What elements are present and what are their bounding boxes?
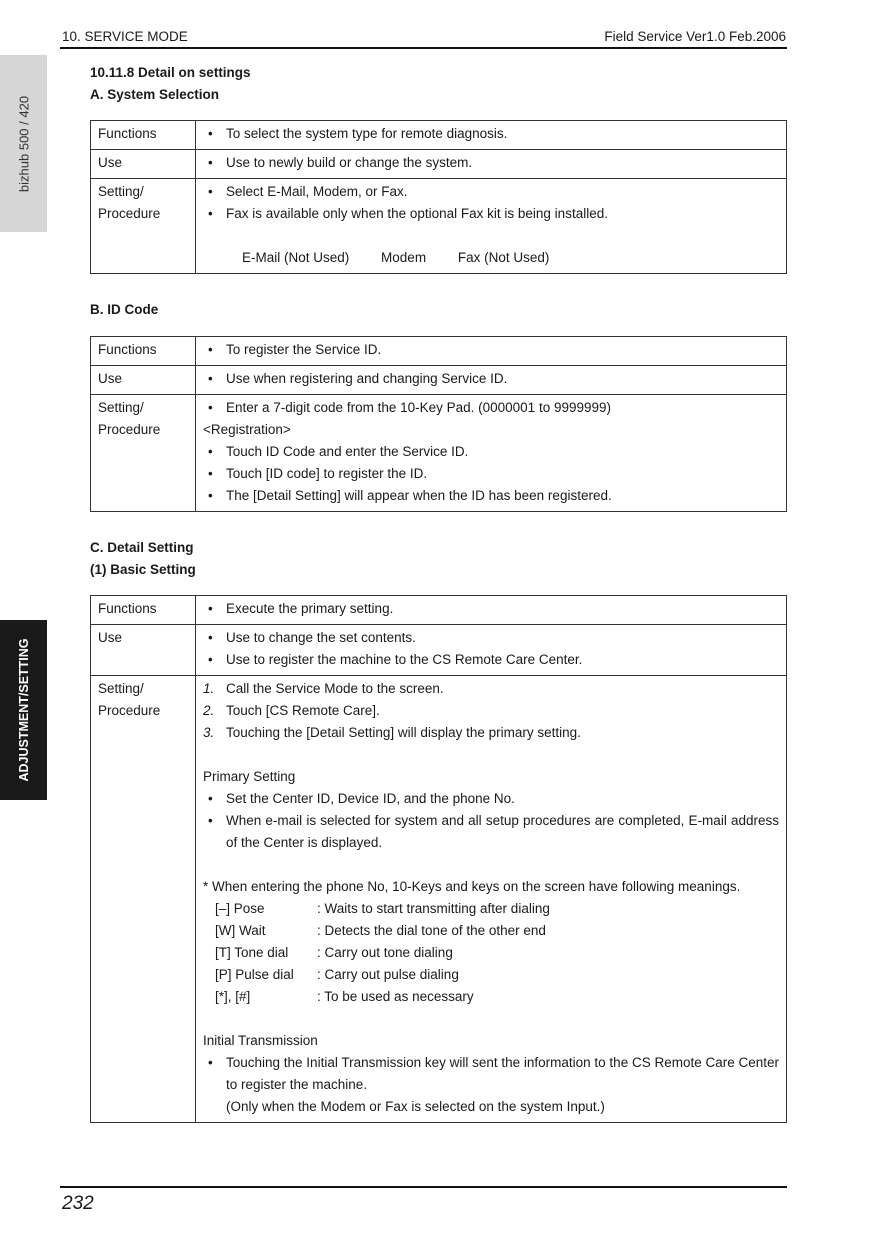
registration-label: <Registration> xyxy=(203,422,291,437)
initial-transmission-title: Initial Transmission xyxy=(203,1033,318,1048)
section-heading: 10.11.8 Detail on settings xyxy=(90,65,251,80)
functions-text: Execute the primary setting. xyxy=(226,601,394,616)
list-item: 1. Call the Service Mode to the screen. xyxy=(203,681,444,696)
id-code-heading: B. ID Code xyxy=(90,302,159,317)
bullet-icon: • xyxy=(208,791,213,806)
system-selection-table xyxy=(90,120,787,274)
table-row xyxy=(91,676,787,1123)
setting-text: Touching the Initial Transmission key will sent the information to the CS Remote Care Center to register the machine. xyxy=(226,1055,780,1092)
bullet-icon: • xyxy=(208,444,213,459)
bullet-icon: • xyxy=(208,601,213,616)
use-label: Use xyxy=(91,625,196,676)
footer-rule xyxy=(60,1186,787,1188)
bullet-icon: • xyxy=(208,813,213,828)
procedure-label: Procedure xyxy=(98,422,161,437)
list-item: [–] Pose : Waits to start transmitting after dialing xyxy=(215,901,550,916)
functions-text: To register the Service ID. xyxy=(226,342,382,357)
table-row xyxy=(91,179,787,274)
list-item: [T] Tone dial : Carry out tone dialing xyxy=(215,945,453,960)
functions-label: Functions xyxy=(91,121,196,150)
option-email: E-Mail (Not Used) xyxy=(242,250,350,265)
list-item: [W] Wait : Detects the dial tone of the other end xyxy=(215,923,546,938)
table-row xyxy=(91,150,787,179)
bullet-icon: • xyxy=(208,371,213,386)
phone-note: * When entering the phone No, 10-Keys and keys on the screen have following meanings. xyxy=(203,879,741,894)
bullet-icon: • xyxy=(208,1055,213,1070)
setting-text: Enter a 7-digit code from the 10-Key Pad. (0000001 to 9999999) xyxy=(226,400,612,415)
model-side-tab xyxy=(0,55,47,232)
setting-label: Setting/ xyxy=(98,400,144,415)
procedure-label: Procedure xyxy=(98,206,161,221)
bullet-icon: • xyxy=(208,206,213,221)
bullet-icon: • xyxy=(208,126,213,141)
use-text: Use to change the set contents. xyxy=(226,630,416,645)
use-text: Use when registering and changing Service ID. xyxy=(226,371,508,386)
bullet-icon: • xyxy=(208,155,213,170)
bullet-icon: • xyxy=(208,652,213,667)
bullet-icon: • xyxy=(208,400,213,415)
option-fax: Fax (Not Used) xyxy=(457,250,550,265)
header-section: 10. SERVICE MODE xyxy=(62,29,188,44)
setting-label: Setting/ xyxy=(98,184,144,199)
procedure-label: Procedure xyxy=(98,703,161,718)
list-item: 2. Touch [CS Remote Care]. xyxy=(203,703,380,718)
initial-transmission-note: (Only when the Modem or Fax is selected on the system Input.) xyxy=(226,1099,605,1114)
page-number: 232 xyxy=(62,1193,94,1214)
table-row xyxy=(91,366,787,395)
bullet-icon: • xyxy=(208,184,213,199)
basic-setting-table xyxy=(90,595,787,1123)
setting-text: Touch ID Code and enter the Service ID. xyxy=(226,444,469,459)
id-code-table xyxy=(90,336,787,512)
header-rule xyxy=(60,47,787,49)
chapter-label: ADJUSTMENT/SETTING xyxy=(16,638,31,782)
table-row xyxy=(91,596,787,625)
table-row xyxy=(91,625,787,676)
setting-text: Select E-Mail, Modem, or Fax. xyxy=(226,184,408,199)
detail-setting-heading: C. Detail Setting xyxy=(90,540,194,555)
model-label: bizhub 500 / 420 xyxy=(16,95,31,192)
option-modem: Modem xyxy=(381,250,427,265)
setting-text: The [Detail Setting] will appear when the ID has been registered. xyxy=(226,488,612,503)
list-item: [P] Pulse dial : Carry out pulse dialing xyxy=(215,967,459,982)
table-row xyxy=(91,121,787,150)
basic-setting-heading: (1) Basic Setting xyxy=(90,562,196,577)
setting-label: Setting/ xyxy=(98,681,144,696)
use-text: Use to newly build or change the system. xyxy=(226,155,473,170)
list-item: 3. Touching the [Detail Setting] will display the primary setting. xyxy=(203,725,581,740)
use-label: Use xyxy=(91,366,196,395)
setting-text: When e-mail is selected for system and all setup procedures are completed, E-mail address of the Center is displayed. xyxy=(226,813,779,850)
bullet-icon: • xyxy=(208,342,213,357)
system-options xyxy=(203,247,779,269)
setting-text: Touch [ID code] to register the ID. xyxy=(226,466,428,481)
setting-text: Set the Center ID, Device ID, and the phone No. xyxy=(226,791,515,806)
header-edition: Field Service Ver1.0 Feb.2006 xyxy=(604,29,786,44)
primary-setting-title: Primary Setting xyxy=(203,769,296,784)
functions-label: Functions xyxy=(91,337,196,366)
functions-label: Functions xyxy=(91,596,196,625)
chapter-side-tab xyxy=(0,620,47,800)
system-selection-heading: A. System Selection xyxy=(90,87,220,102)
bullet-icon: • xyxy=(208,466,213,481)
bullet-icon: • xyxy=(208,488,213,503)
functions-text: To select the system type for remote diagnosis. xyxy=(226,126,508,141)
setting-text: Fax is available only when the optional Fax kit is being installed. xyxy=(226,206,608,221)
table-row xyxy=(91,395,787,512)
table-row xyxy=(91,337,787,366)
bullet-icon: • xyxy=(208,630,213,645)
use-label: Use xyxy=(91,150,196,179)
use-text: Use to register the machine to the CS Remote Care Center. xyxy=(226,652,583,667)
list-item: [*], [#] : To be used as necessary xyxy=(215,989,474,1004)
